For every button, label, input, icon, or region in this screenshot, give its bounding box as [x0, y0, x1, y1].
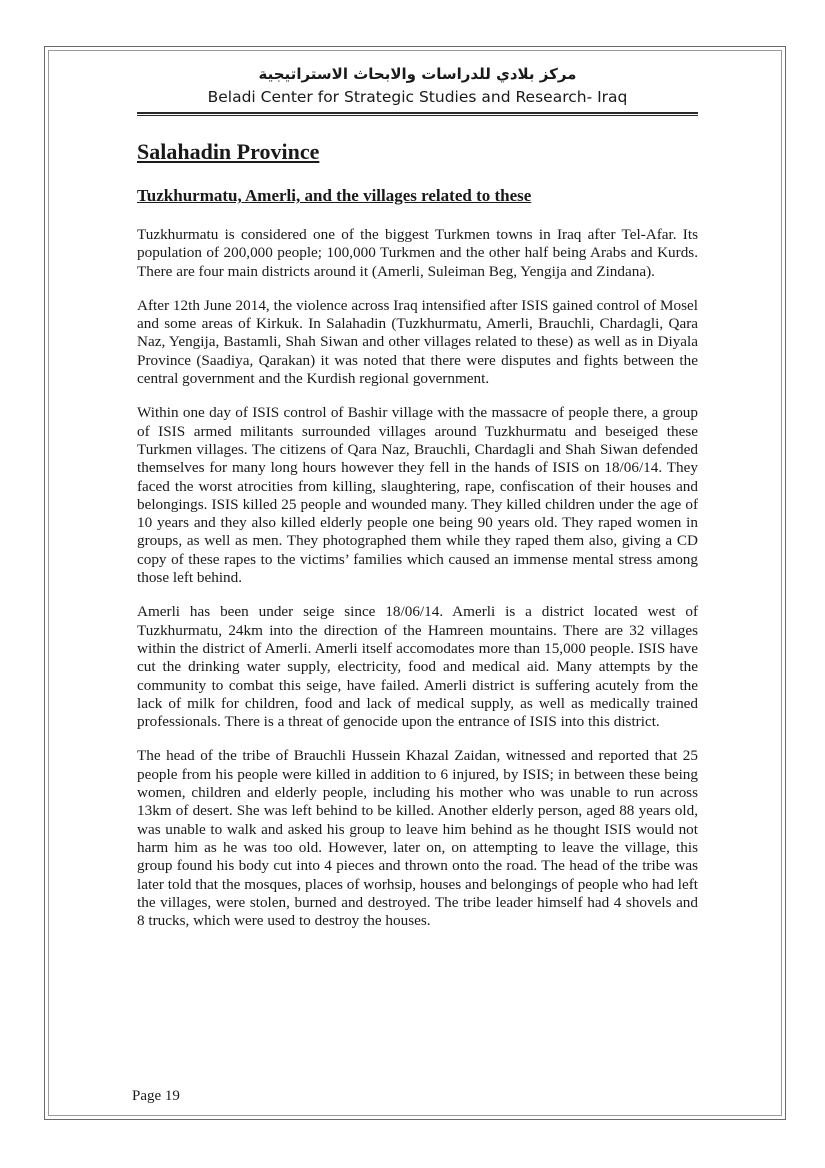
- header-english-title: Beladi Center for Strategic Studies and Research- Iraq: [207, 88, 628, 106]
- section-title: Salahadin Province: [137, 139, 320, 164]
- paragraph: After 12th June 2014, the violence across Iraq intensified after ISIS gained control of Mosel and some areas of Kirkuk. In Salahadin (Tuzkhurmatu, Amerli, Brauchli, Chardagli, Qara Naz, Yengija, Bastamli, Shah Siwan and other villages related to these) as well as in Diyala Province (Saadiya, Qarakan) it was noted that there were disputes and fights between the central government and the Kurdish regional government.: [137, 296, 698, 388]
- section-subtitle: Tuzkhurmatu, Amerli, and the villages related to these: [137, 186, 532, 205]
- paragraph: Amerli has been under seige since 18/06/14. Amerli is a district located west of Tuzkhurmatu, 24km into the direction of the Hamreen mountains. There are 32 villages within the district of Amerli. Amerli itself accomodates more than 15,000 people. ISIS have cut the drinking water supply, electricity, food and medical aid. Many attempts by the community to combat this seige, have failed. Amerli district is suffering acutely from the lack of milk for children, food and lack of medical supply, as well as medically trained professionals. There is a threat of genocide upon the entrance of ISIS into this district.: [137, 603, 698, 731]
- body-text: [137, 226, 698, 946]
- paragraph: Tuzkhurmatu is considered one of the biggest Turkmen towns in Iraq after Tel-Afar. Its population of 200,000 people; 100,000 Turkmen and the other half being Arabs and Kurds. There are four main districts around it (Amerli, Suleiman Beg, Yengija and Zindana).: [137, 226, 698, 280]
- paragraph: Within one day of ISIS control of Bashir village with the massacre of people there, a group of ISIS armed militants surrounded villages around Tuzkhurmatu and beseiged these Turkmen villages. The citizens of Qara Naz, Brauchli, Chardagli and Shah Siwan defended themselves for many long hours however they fell in the hands of ISIS on 18/06/14. They faced the worst atrocities from killing, slaughtering, rape, confiscation of their houses and belongings. ISIS killed 25 people and wounded many. They killed children under the age of 10 years and they also killed elderly people one being 90 years old. They raped women in groups, as well as men. They photographed them while they raped them also, giving a CD copy of these rapes to the victims’ families which caused an immense mental stress among those left behind.: [137, 404, 698, 587]
- paragraph: The head of the tribe of Brauchli Hussein Khazal Zaidan, witnessed and reported that 25 people from his people were killed in addition to 6 injured, by ISIS; in between these being women, children and elderly people, including his mother who was unable to run across 13km of desert. She was left behind to be killed. Another elderly person, aged 88 years old, was unable to walk and asked his group to leave him behind as he thought ISIS would not harm him as he was too old. However, later on, on attempting to leave the village, this group found his body cut into 4 pieces and thrown onto the road. The head of the tribe was later told that the mosques, places of worhsip, houses and belongings of people who had left the villages, were stolen, burned and destroyed. The tribe leader himself had 4 shovels and 8 trucks, which were used to destroy the houses.: [137, 747, 698, 930]
- page-number: Page 19: [132, 1088, 180, 1104]
- header-arabic-title: مركز بلادي للدراسات والابحاث الاستراتيجية: [258, 65, 577, 83]
- page-header: [137, 64, 698, 108]
- header-divider: [137, 112, 698, 116]
